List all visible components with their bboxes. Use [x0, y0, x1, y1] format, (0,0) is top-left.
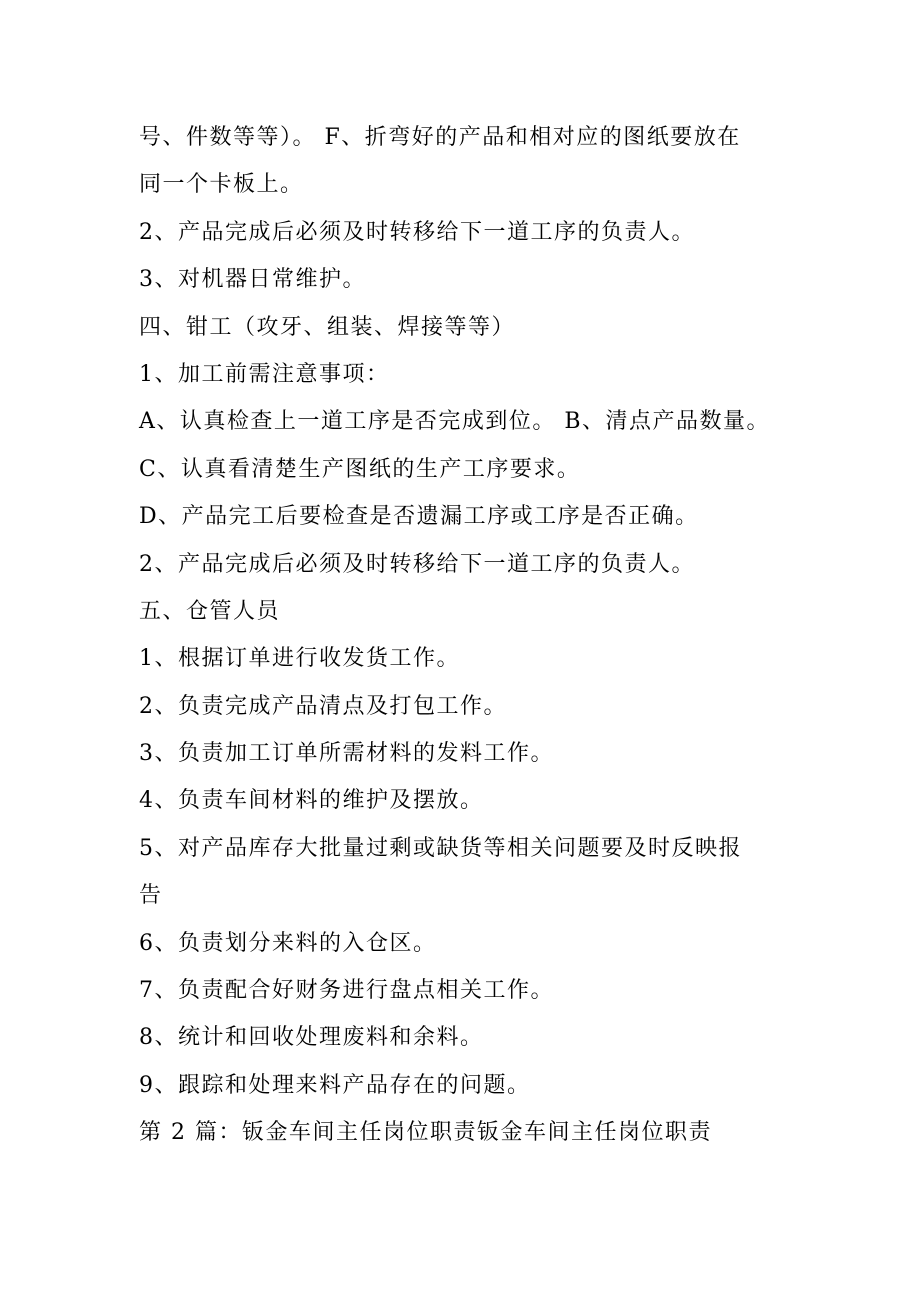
text-line: 1、加工前需注意事项：: [139, 361, 390, 387]
text-line: 告: [139, 883, 163, 909]
text-line: C、认真看清楚生产图纸的生产工序要求。: [139, 456, 581, 482]
text-line: 5、对产品库存大批量过剩或缺货等相关问题要及时反映报: [139, 835, 742, 861]
text-line: 2、产品完成后必须及时转移给下一道工序的负责人。: [139, 551, 695, 577]
text-line: 同一个卡板上。: [139, 172, 304, 198]
document-body: [139, 114, 799, 1157]
text-line: 2、产品完成后必须及时转移给下一道工序的负责人。: [139, 219, 695, 245]
text-line: 8、统计和回收处理废料和余料。: [139, 1025, 484, 1051]
text-line: 3、对机器日常维护。: [139, 267, 366, 293]
text-line: 6、负责划分来料的入仓区。: [139, 930, 437, 956]
text-line: A、认真检查上一道工序是否完成到位。 B、清点产品数量。: [139, 409, 771, 435]
text-line: D、产品完工后要检查是否遗漏工序或工序是否正确。: [139, 504, 699, 530]
text-line: 2、负责完成产品清点及打包工作。: [139, 693, 507, 719]
text-line: 3、负责加工订单所需材料的发料工作。: [139, 741, 554, 767]
text-line: 7、负责配合好财务进行盘点相关工作。: [139, 978, 554, 1004]
chapter-title: 第 2 篇：钣金车间主任岗位职责钣金车间主任岗位职责: [139, 1120, 712, 1146]
section-heading: 四、钳工（攻牙、组装、焊接等等）: [139, 314, 516, 340]
section-heading: 五、仓管人员: [139, 598, 281, 624]
text-line: 4、负责车间材料的维护及摆放。: [139, 788, 484, 814]
text-line: 9、跟踪和处理来料产品存在的问题。: [139, 1072, 531, 1098]
text-line: 1、根据订单进行收发货工作。: [139, 646, 460, 672]
text-line: 号、件数等等）。 F、折弯好的产品和相对应的图纸要放在: [139, 125, 741, 150]
